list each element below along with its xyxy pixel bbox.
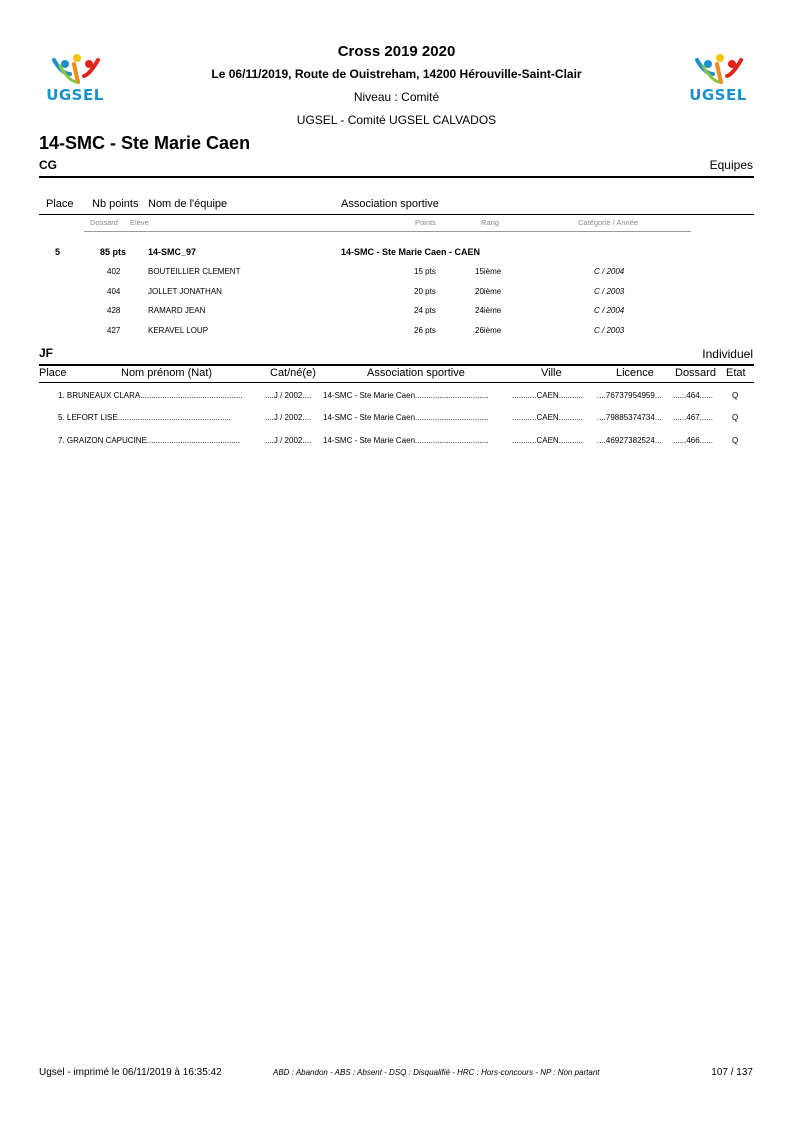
member-category: C / 2004 (594, 267, 625, 276)
col-bib: Dossard (675, 367, 716, 379)
col-licence: Licence (616, 367, 654, 379)
sub-bib: Dossard (90, 218, 118, 227)
athlete-bib: ......466...... (673, 436, 714, 445)
col-team: Nom de l'équipe (148, 198, 228, 210)
section-divider (39, 364, 754, 366)
logo-text: UGSEL (689, 86, 747, 104)
athlete-city: ...........CAEN........... (512, 413, 584, 422)
member-name: JOLLET JONATHAN (148, 287, 222, 296)
teams-category: CG (39, 158, 57, 172)
member-rank: 20ième (475, 287, 502, 296)
member-name: BOUTEILLIER CLEMENT (148, 267, 241, 276)
member-bib: 427 (107, 326, 121, 335)
member-points: 15 pts (414, 267, 436, 276)
col-city: Ville (541, 367, 562, 379)
athlete-status: Q (732, 436, 739, 445)
col-cat: Cat/né(e) (270, 367, 316, 379)
teams-type: Equipes (709, 158, 753, 172)
athlete-association: 14-SMC - Ste Marie Caen................................. (323, 391, 489, 400)
subheader-divider (84, 231, 691, 232)
member-rank: 24ième (475, 306, 502, 315)
member-bib: 402 (107, 267, 121, 276)
col-association: Association sportive (367, 367, 465, 379)
athlete-cat: ....J / 2002.... (265, 436, 312, 445)
athlete-name: 7. GRAIZON CAPUCINE.......................................... (58, 436, 241, 445)
col-points: Nb points (92, 198, 139, 210)
team-place: 5 (55, 247, 61, 257)
col-place: Place (39, 367, 67, 379)
footer-printed: Ugsel - imprimé le 06/11/2019 à 16:35:42 (39, 1067, 222, 1078)
member-name: RAMARD JEAN (148, 306, 206, 315)
header-divider (39, 214, 754, 215)
member-points: 26 pts (414, 326, 436, 335)
member-points: 24 pts (414, 306, 436, 315)
member-category: C / 2003 (594, 326, 625, 335)
athlete-name: 1. BRUNEAUX CLARA.............................................. (58, 391, 243, 400)
athlete-status: Q (732, 391, 739, 400)
section-divider (39, 176, 754, 178)
sub-student: Elève (130, 218, 149, 227)
athlete-bib: ......467...... (673, 413, 714, 422)
col-place: Place (46, 198, 74, 210)
col-status: Etat (726, 367, 746, 379)
footer-legend: ABD : Abandon - ABS : Absent - DSQ : Disqualifié - HRC : Hors-concours - NP : Non partant (273, 1068, 600, 1077)
member-bib: 428 (107, 306, 121, 315)
footer-page-number: 107 / 137 (711, 1067, 753, 1078)
event-committee: UGSEL - Comité UGSEL CALVADOS (296, 113, 497, 127)
event-subtitle: Le 06/11/2019, Route de Ouistreham, 14200 Hérouville-Saint-Clair (211, 67, 582, 81)
athlete-cat: ....J / 2002.... (265, 391, 312, 400)
team-association: 14-SMC - Ste Marie Caen - CAEN (341, 247, 481, 257)
sub-rank: Rang (481, 218, 499, 227)
athlete-cat: ....J / 2002.... (265, 413, 312, 422)
athlete-association: 14-SMC - Ste Marie Caen................................. (323, 413, 489, 422)
col-name: Nom prénom (Nat) (121, 367, 213, 379)
team-name: 14-SMC_97 (148, 247, 197, 257)
athlete-licence: ....76737954959... (597, 391, 662, 400)
athlete-licence: ....46927382524... (597, 436, 662, 445)
header-divider (39, 382, 754, 383)
member-points: 20 pts (414, 287, 436, 296)
member-category: C / 2004 (594, 306, 625, 315)
sub-category: Catégorie / Année (578, 218, 639, 227)
event-title: Cross 2019 2020 (337, 43, 456, 60)
athlete-city: ...........CAEN........... (512, 391, 584, 400)
athlete-bib: ......464...... (673, 391, 714, 400)
athlete-association: 14-SMC - Ste Marie Caen................................. (323, 436, 489, 445)
team-points: 85 pts (100, 247, 127, 257)
member-category: C / 2003 (594, 287, 625, 296)
sub-points: Points (415, 218, 436, 227)
athlete-city: ...........CAEN........... (512, 436, 584, 445)
individual-category: JF (39, 346, 54, 360)
athlete-status: Q (732, 413, 739, 422)
member-bib: 404 (107, 287, 121, 296)
athlete-name: 5. LEFORT LISE................................................... (58, 413, 232, 422)
col-association: Association sportive (341, 198, 439, 210)
athlete-licence: ....79885374734... (597, 413, 662, 422)
member-name: KERAVEL LOUP (148, 326, 209, 335)
individual-type: Individuel (702, 347, 753, 361)
club-title: 14-SMC - Ste Marie Caen (39, 133, 251, 153)
member-rank: 26ième (475, 326, 502, 335)
event-level: Niveau : Comité (353, 90, 440, 104)
member-rank: 15ième (475, 267, 502, 276)
logo-text: UGSEL (46, 86, 104, 104)
